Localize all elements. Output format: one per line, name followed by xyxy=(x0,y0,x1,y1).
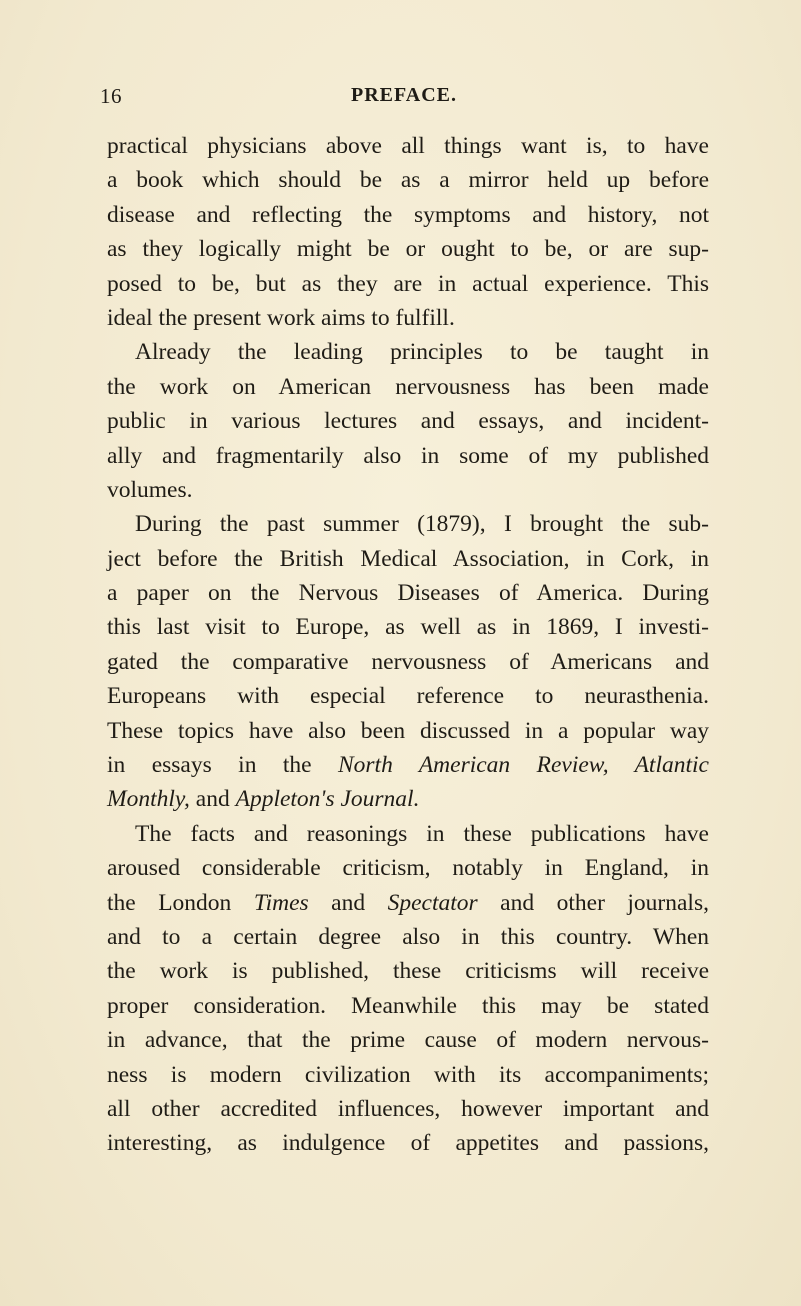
text-line: ness is modern civilization with its accompaniments; xyxy=(107,1061,709,1088)
text-segment: in essays in the xyxy=(107,752,338,779)
text-segment: and xyxy=(308,889,388,916)
text-line: aroused considerable criticism, notably in England, in xyxy=(107,855,709,882)
text-line: practical physicians above all things want is, to have xyxy=(107,133,709,159)
italic-title: Spectator xyxy=(387,889,478,916)
italic-title: Appleton's Journal. xyxy=(235,786,420,813)
text-line: all other accredited influences, however important and xyxy=(107,1095,709,1122)
italic-title: Monthly, xyxy=(107,786,190,813)
text-line: ally and fragmentarily also in some of my published xyxy=(107,442,709,469)
text-line: the work is published, these criticisms will receive xyxy=(107,958,709,985)
text-line: posed to be, but as they are in actual experience. This xyxy=(107,270,709,297)
text-line: ject before the British Medical Association, in Cork, in xyxy=(107,545,709,572)
text-segment: the London xyxy=(107,889,254,916)
text-line: gated the comparative nervousness of Americans and xyxy=(107,648,709,675)
text-line: this last visit to Europe, as well as in 1869, I investi- xyxy=(107,614,709,641)
italic-title: Times xyxy=(253,889,309,916)
text-line: Europeans with especial reference to neurasthenia. xyxy=(107,683,709,710)
text-line: During the past summer (1879), I brought the sub- xyxy=(135,511,709,538)
text-line: volumes. xyxy=(107,476,193,503)
body-text xyxy=(107,129,709,1161)
italic-title: North American Review, Atlantic xyxy=(337,752,709,779)
running-head: PREFACE. xyxy=(351,84,457,106)
text-line xyxy=(107,886,709,920)
text-line: Already the leading principles to be taught in xyxy=(135,339,709,366)
text-line: proper consideration. Meanwhile this may be stated xyxy=(107,992,709,1019)
text-line: the work on American nervousness has been made xyxy=(107,373,709,400)
text-line: a book which should be as a mirror held up before xyxy=(107,167,709,194)
text-line xyxy=(107,782,709,816)
page-number: 16 xyxy=(100,84,122,108)
text-line: ideal the present work aims to fulfill. xyxy=(107,304,455,331)
text-line: and to a certain degree also in this country. When xyxy=(107,923,709,950)
text-segment: and other journals, xyxy=(477,889,709,916)
text-line xyxy=(107,748,709,782)
text-line: interesting, as indulgence of appetites and passions, xyxy=(107,1130,709,1157)
text-line: as they logically might be or ought to be, or are sup- xyxy=(107,236,709,263)
text-line: disease and reflecting the symptoms and history, not xyxy=(107,201,709,228)
text-line: public in various lectures and essays, and incident- xyxy=(107,408,709,435)
text-line: These topics have also been discussed in a popular way xyxy=(107,717,709,744)
text-line: The facts and reasonings in these publications have xyxy=(135,820,709,847)
text-segment: and xyxy=(189,786,236,813)
text-line: in advance, that the prime cause of modern nervous- xyxy=(107,1027,709,1054)
text-line: a paper on the Nervous Diseases of America. During xyxy=(107,580,709,607)
page-header xyxy=(100,84,708,112)
